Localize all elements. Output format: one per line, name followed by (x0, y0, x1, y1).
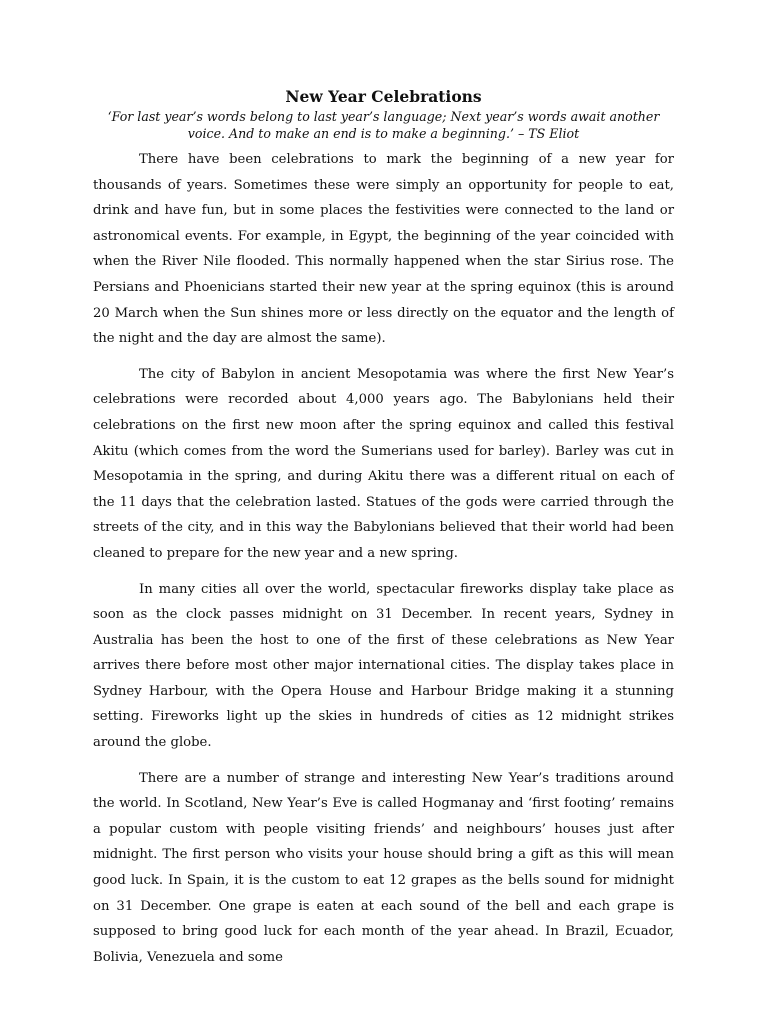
epigraph-quote: ‘For last year’s words belong to last year’s language; Next year’s words await another voice. And to make an end is to make a beginning.’ – TS Eliot (107, 109, 660, 141)
document-page (93, 86, 674, 980)
paragraph-egypt-persia: There have been celebrations to mark the beginning of a new year for thousands of years. Sometimes these were simply an opportunity for people to eat, drink and have fun, but in some places the festivities were connected to the land or astronomical events. For example, in Egypt, the beginning of the year coincided with when the River Nile flooded. This normally happened when the star Sirius rose. The Persians and Phoenicians started their new year at the spring equinox (this is around 20 March when the Sun shines more or less directly on the equator and the length of the night and the day are almost the same). (93, 152, 674, 347)
paragraph-fireworks: In many cities all over the world, spectacular fireworks display take place as soon as the clock passes midnight on 31 December. In recent years, Sydney in Australia has been the host to one of the first of these celebrations as New Year arrives there before most other major international cities. The display takes place in Sydney Harbour, with the Opera House and Harbour Bridge making it a stunning setting. Fireworks light up the skies in hundreds of cities as 12 midnight strikes around the globe. (93, 581, 674, 751)
paragraph-traditions: There are a number of strange and interesting New Year’s traditions around the world. In Scotland, New Year’s Eve is called Hogmanay and ‘first footing’ remains a popular custom with people visiting friends’ and neighbours’ houses just after midnight. The first person who visits your house should bring a gift as this will mean good luck. In Spain, it is the custom to eat 12 grapes as the bells sound for midnight on 31 December. One grape is eaten at each sound of the bell and each grape is supposed to bring good luck for each month of the year ahead. In Brazil, Ecuador, Bolivia, Venezuela and some (93, 770, 674, 965)
document-title: New Year Celebrations (285, 87, 482, 106)
paragraph-babylon: The city of Babylon in ancient Mesopotamia was where the first New Year’s celebrations were recorded about 4,000 years ago. The Babylonians held their celebrations on the first new moon after the spring equinox and called this festival Akitu (which comes from the word the Sumerians used for barley). Barley was cut in Mesopotamia in the spring, and during Akitu there was a different ritual on each of the 11 days that the celebration lasted. Statues of the gods were carried through the streets of the city, and in this way the Babylonians believed that their world had been cleaned to prepare for the new year and a new spring. (93, 366, 674, 561)
